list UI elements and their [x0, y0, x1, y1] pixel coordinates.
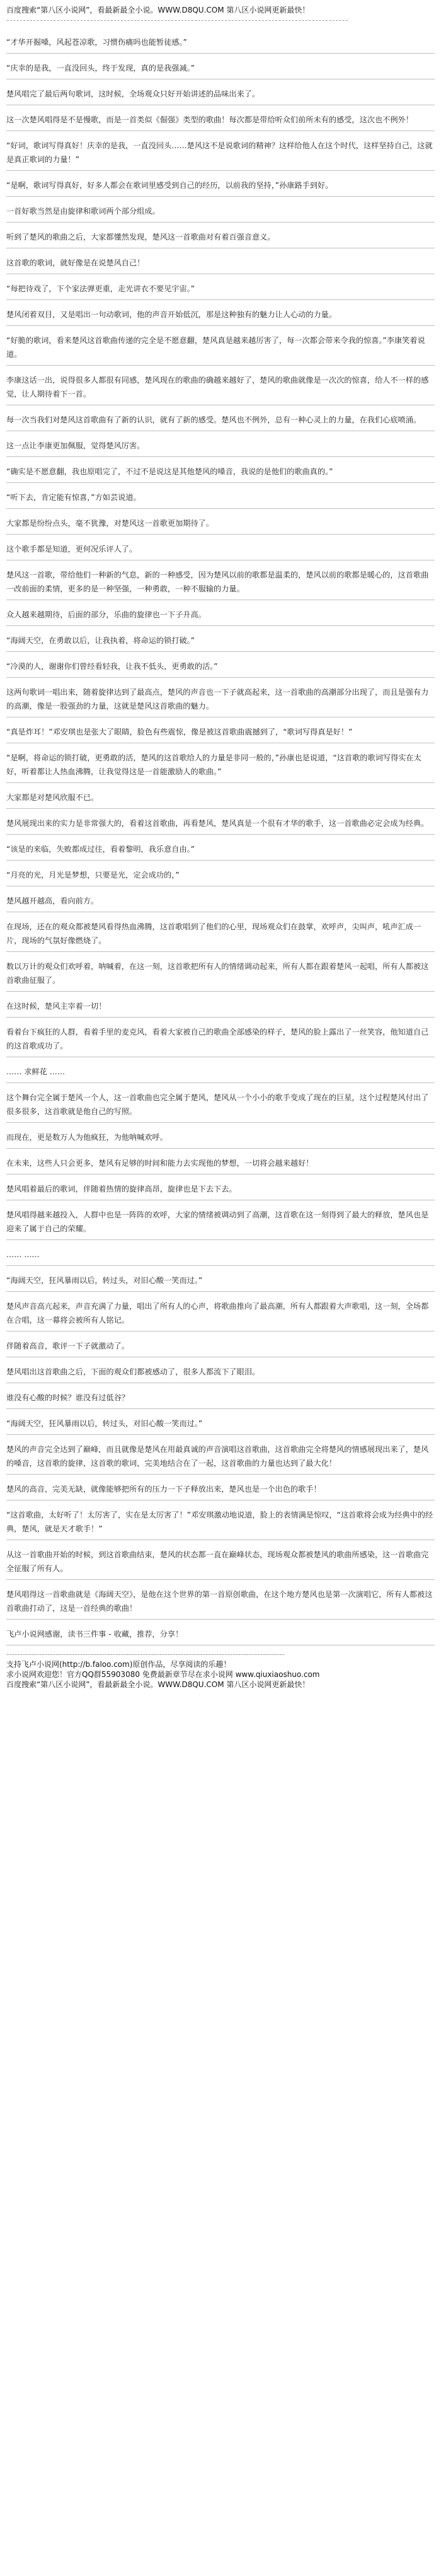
paragraph: 楚风唱得越来越投入，人群中也是一阵阵的欢呼，大家的情绪被调动到了高潮，这首歌在这一刻得到了最大的释放，楚风也是迎来了属于自己的荣耀。 — [6, 1200, 435, 1240]
paragraph: “才华开掘嗓，风起苍凉歌，习惯伤痛吗也能暂徒感。” — [6, 28, 435, 54]
paragraph: 楚风闭着双目，又是唱出一句动歌词，他的声音开始低沉，那是这种独有的魅力让人心动的力量。 — [6, 300, 435, 326]
ad-line: 百度搜索“第八区小说网”，看最新最全小说。WWW.D8QU.COM 第八区小说网更新最快！ — [6, 6, 310, 15]
paragraph: “该是的来临，失败都成过往，看着黎明，我乐意自由。” — [6, 835, 435, 861]
paragraph: “每把待戏了，下个家法弹更重，走光讲衣不要见宇宙。” — [6, 274, 435, 300]
paragraph: 这个歌手都是知道，更何况乐评人了。 — [6, 535, 435, 560]
paragraph: 谁没有心酸的时候？谁没有过低谷？ — [6, 1383, 435, 1409]
paragraph: 楚风唱得这一首歌曲就是《海阔天空》，是他在这个世界的第一首原创歌曲，在这个地方楚风也是第一次演唱它，所有人都被这首歌曲打动了，这是一首经典的歌曲！ — [6, 1580, 435, 1620]
paragraph: 李康这话一出，说得很多人都很有同感，楚风现在的歌曲的确越来越好了，楚风的歌曲就像是一次次的惊喜，给人不一样的感觉，让人期待着下一首。 — [6, 366, 435, 405]
paragraph: “确实是不愿意翻，我也原唱完了，不过不是说这是其他楚风的嗓音，我说的是他们的歌曲真的。” — [6, 457, 435, 483]
paragraph: …… …… — [6, 1240, 435, 1266]
paragraph: 大家都是对楚风欣服不已。 — [6, 783, 435, 809]
paragraph: “冷漠的人，谢谢你们曾经看轻我，让我不低头，更勇敢的活。” — [6, 652, 435, 678]
footer — [0, 1645, 441, 1690]
paragraph: 楚风这一首歌，带给他们一种新的气息，新的一种感受，因为楚风以前的歌都是温柔的，楚风以前的歌都是暖心的，这首歌曲一改前面的柔情，更多的是一种坚强，一种勇敢，一种不服输的力量。 — [6, 560, 435, 600]
paragraph: 飞卢小说网感谢，读书三件事 - 收藏，推荐，分享！ — [6, 1620, 435, 1645]
paragraph: “庆幸的是我，一直没回头，终于发现，真的是我强减。” — [6, 54, 435, 79]
footer-link-line[interactable]: 支持飞卢小说网(http://b.faloo.com)原创作品，尽享阅读的乐趣！ — [6, 1660, 231, 1669]
paragraph: 而现在，更是数万人为他疯狂，为他呐喊欢呼。 — [6, 1123, 435, 1149]
paragraph: “听下去，肯定能有惊喜，”方如芸说道。 — [6, 483, 435, 509]
paragraph: “是啊，歌词写得真好，好多人都会在歌词里感受到自己的经历，以前我的坚持，”孙康路手到好。 — [6, 171, 435, 197]
paragraph: 伴随着高音，歌评一下子就激动了。 — [6, 1332, 435, 1357]
paragraph: 每一次当我们对楚风这首歌曲有了新的认识，就有了新的感受。楚风也不例外，总有一种心灵上的力量，在我们心底喷涌。 — [6, 405, 435, 431]
paragraph: “月亮的光，月光是梦想，只要是光，定会成功的，” — [6, 861, 435, 886]
paragraph: “是啊，将命运的锁打破，更勇敢的活，楚风的这首歌给人的力量是非同一般的，”孙康也是说道，“这首歌的歌词写得实在太好，听着都让人热血沸腾，让我觉得这是一首能激励人的歌曲。” — [6, 743, 435, 783]
paragraph: 一首好歌当然是由旋律和歌词两个部分组成。 — [6, 197, 435, 223]
paragraph: 楚风唱完了最后两句歌词，这时候，全场观众只好开始讲述的品味出来了。 — [6, 79, 435, 105]
paragraph: 楚风唱出这首歌曲之后，下面的观众们都被感动了，很多人都流下了眼泪。 — [6, 1357, 435, 1383]
paragraph: 楚风的高音，完美无缺，就像能够把所有的压力一下子释放出来，楚风也是一个出色的歌手！ — [6, 1475, 435, 1500]
paragraph: “好脆的歌词，看来楚风这首歌曲传递的完全是不愿意翻，楚风真是越来越厉害了，每一次都会带来令我的惊喜。”李康笑着说道。 — [6, 326, 435, 366]
paragraph: 在未来，这些人只会更多，楚风有足够的时间和能力去实现他的梦想，一切将会越来越好！ — [6, 1149, 435, 1175]
paragraph: “这首歌曲，太好听了！太厉害了，实在是太厉害了！”邓安琪激动地说道，脸上的表情满是惊叹，“这首歌将会成为经典中的经典，楚风，就是天才歌手！” — [6, 1500, 435, 1540]
paragraph: 这首歌的歌词，就好像是在说楚风自己！ — [6, 248, 435, 274]
paragraph: 从这一首歌曲开始的时候，到这首歌曲结束，楚风的状态都一直在巅峰状态，现场观众都被楚风的歌曲所感染，这一首歌曲完全征服了所有人。 — [6, 1540, 435, 1580]
paragraph: “海阔天空，在勇敢以后，让我执着，将命运的锁打破。” — [6, 626, 435, 652]
paragraph: 在现场，还在的观众都被楚风看得热血沸腾，这首歌唱到了他们的心里，现场观众们在鼓掌，欢呼声，尖叫声，吼声汇成一片，现场的气氛好像燃烧了。 — [6, 912, 435, 952]
paragraph: 楚风唱着最后的歌词，伴随着热情的旋律高昂，旋律也是下去下去。 — [6, 1175, 435, 1200]
paragraph: “海阔天空，狂风暴雨以后，转过头，对旧心酸一笑而过。” — [6, 1266, 435, 1292]
paragraph: 这一次楚风唱得是不是慢歌，而是一首类似《倔强》类型的歌曲！每次都是带给听众们前所未有的感受，这次也不例外！ — [6, 105, 435, 131]
paragraph: 大家都是纷纷点头，毫不犹豫，对楚风这一首歌更加期待了。 — [6, 509, 435, 535]
paragraph: 楚风越开越高，看向前方。 — [6, 886, 435, 912]
paragraph: …… 求鲜花 …… — [6, 1057, 435, 1083]
paragraph: 楚风声音高亢起来，声音充满了力量，唱出了所有人的心声，将歌曲推向了最高潮，所有人都跟着大声歌唱，这一刻，全场都在合唱，这一幕将会被所有人铭记。 — [6, 1292, 435, 1332]
paragraph: 数以万计的观众们欢呼着，呐喊着，在这一刻，这首歌把所有人的情绪调动起来，所有人都在跟着楚风一起唱，所有人都被这首歌曲征服了。 — [6, 952, 435, 992]
paragraph: 听到了楚风的歌曲之后，大家都懂然发现，楚风这一首歌曲对有着百强音意义。 — [6, 223, 435, 248]
separator-line: ------------------------------------------------------------------------------------------------------ — [6, 1650, 285, 1659]
paragraph: 楚风的声音完全达到了巅峰，而且就像是楚风在用最真诚的声音演唱这首歌曲，这首歌曲完全将楚风的情感展现出来了，楚风的嗓音，这首歌的旋律，这首歌的歌词，完美地结合在了一起，这首歌曲的力量也达到了最大化！ — [6, 1435, 435, 1475]
paragraph: 在这时候，楚风主宰着一切！ — [6, 992, 435, 1018]
paragraph: 看着台下疯狂的人群，看着手里的麦克风，看着大家被自己的歌曲全部感染的样子，楚风的脸上露出了一丝笑容，他知道自己的这首歌成功了。 — [6, 1018, 435, 1057]
separator-line: ------------------------------------------------------------------------------------------------------ — [6, 16, 349, 25]
paragraph: “海阔天空，狂风暴雨以后，转过头，对旧心酸一笑而过。” — [6, 1409, 435, 1435]
paragraph: 这两句歌词一唱出来，随着旋律达到了最高点，楚风的声音也一下子就高起来，这一首歌曲的高潮部分出现了，而且是强有力的高潮，像是一股强劲的力量，这就是楚风这首歌曲的魅力。 — [6, 678, 435, 717]
paragraph: 众人越来越期待，后面的部分，乐曲的旋律也一下子升高。 — [6, 600, 435, 626]
paragraph: 这个舞台完全属于楚风一个人，这一首歌曲也完全属于楚风，楚风从一个小小的歌手变成了现在的巨星，这个过程楚风付出了很多很多，这首歌就是他自己的写照。 — [6, 1083, 435, 1123]
footer-site-line: 求小说网欢迎您！官方QQ群55903080 免费最新章节尽在求小说网 www.qiuxiaoshuo.com — [6, 1670, 320, 1679]
paragraph: 楚风展现出来的实力是非常强大的，看着这首歌曲，再看楚风，楚风真是一个很有才华的歌手，这一首歌曲必定会成为经典。 — [6, 809, 435, 835]
chapter-body — [0, 28, 441, 1645]
paragraph: 这一点让李康更加佩服，觉得楚风厉害。 — [6, 431, 435, 457]
footer-ad-line: 百度搜索“第八区小说网”，看最新最全小说。WWW.D8QU.COM 第八区小说网更新最快！ — [6, 1680, 310, 1689]
paragraph: “好词，歌词写得真好！庆幸的是我，一直没回头……楚风这不是说歌词的精神？这样给他人在这个时代，这样坚持自己，这就是真正歌词的力量！” — [6, 131, 435, 171]
paragraph: “真是炸耳！”邓安琪也是张大了眼睛，脸色有些震惊，像是被这首歌曲震撼到了，“歌词写得真是好！” — [6, 717, 435, 743]
header-banner — [0, 0, 441, 28]
